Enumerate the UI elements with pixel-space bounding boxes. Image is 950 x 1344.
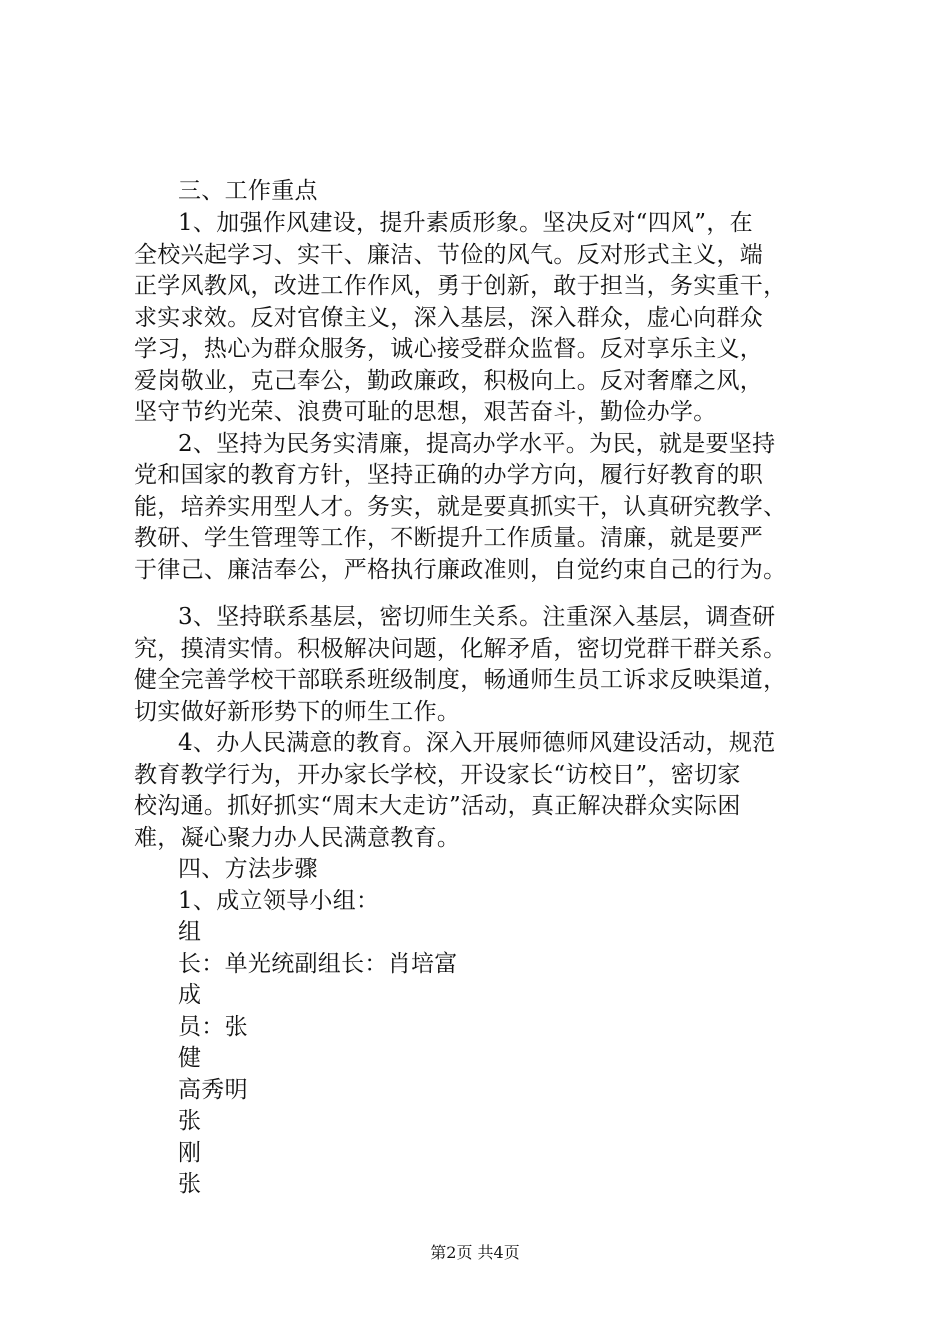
- paragraph-1-line: 全校兴起学习、实干、廉洁、节俭的风气。反对形式主义，端: [134, 242, 764, 268]
- leader-group-line: 张: [178, 1108, 202, 1134]
- step-1-heading: 1、成立领导小组：: [178, 888, 380, 914]
- paragraph-2-line: 党和国家的教育方针，坚持正确的办学方向，履行好教育的职: [134, 462, 764, 488]
- paragraph-3-line: 3、坚持联系基层，密切师生关系。注重深入基层，调查研: [178, 604, 776, 630]
- paragraph-1-line: 求实求效。反对官僚主义，深入基层，深入群众，虚心向群众: [134, 305, 764, 331]
- paragraph-4-line: 校沟通。抓好抓实“周末大走访”活动，真正解决群众实际困: [134, 793, 741, 819]
- paragraph-3-line: 健全完善学校干部联系班级制度，畅通师生员工诉求反映渠道，: [134, 667, 787, 693]
- paragraph-1-line: 学习，热心为群众服务，诚心接受群众监督。反对享乐主义，: [134, 336, 764, 362]
- paragraph-2-line: 教研、学生管理等工作，不断提升工作质量。清廉，就是要严: [134, 525, 764, 551]
- paragraph-3-line: 切实做好新形势下的师生工作。: [134, 699, 461, 725]
- paragraph-1-line: 1、加强作风建设，提升素质形象。坚决反对“四风”，在: [178, 210, 753, 236]
- leader-group-line: 成: [178, 982, 202, 1008]
- leader-group-line: 员：张: [178, 1014, 248, 1040]
- paragraph-2-line: 能，培养实用型人才。务实，就是要真抓实干，认真研究教学、: [134, 494, 787, 520]
- paragraph-4-line: 4、办人民满意的教育。深入开展师德师风建设活动，规范: [178, 730, 776, 756]
- paragraph-3-line: 究，摸清实情。积极解决问题，化解矛盾，密切党群干群关系。: [134, 636, 787, 662]
- leader-group-line: 张: [178, 1171, 202, 1197]
- paragraph-4-line: 难，凝心聚力办人民满意教育。: [134, 825, 461, 851]
- leader-group-line: 刚: [178, 1140, 202, 1166]
- leader-group-line: 长：单光统副组长：肖培富: [178, 951, 458, 977]
- paragraph-2-line: 于律己、廉洁奉公，严格执行廉政准则，自觉约束自己的行为。: [134, 557, 787, 583]
- paragraph-1-line: 正学风教风，改进工作作风，勇于创新，敢于担当，务实重干，: [134, 273, 787, 299]
- leader-group-line: 高秀明: [178, 1077, 248, 1103]
- paragraph-1-line: 爱岗敬业，克己奉公，勤政廉政，积极向上。反对奢靡之风，: [134, 368, 764, 394]
- leader-group-line: 组: [178, 919, 202, 945]
- section-heading-work-focus: 三、工作重点: [178, 178, 318, 204]
- paragraph-1-line: 坚守节约光荣、浪费可耻的思想，艰苦奋斗，勤俭办学。: [134, 399, 717, 425]
- leader-group-line: 健: [178, 1045, 202, 1071]
- paragraph-2-line: 2、坚持为民务实清廉，提高办学水平。为民，就是要坚持: [178, 431, 776, 457]
- paragraph-4-line: 教育教学行为，开办家长学校，开设家长“访校日”，密切家: [134, 762, 741, 788]
- page-footer: 第2页 共4页: [430, 1243, 520, 1262]
- section-heading-method-steps: 四、方法步骤: [178, 856, 318, 882]
